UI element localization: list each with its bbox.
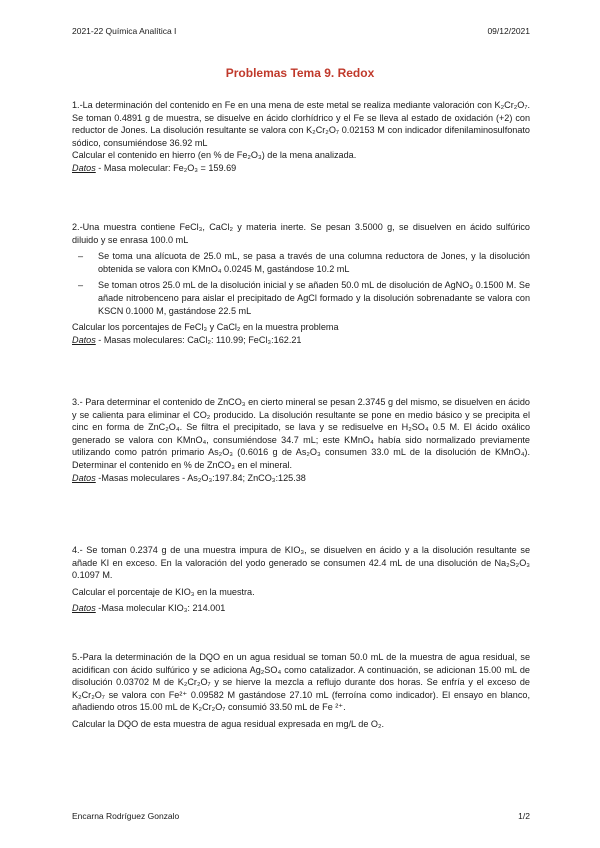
datos-label: Datos [72,472,96,483]
dash-icon: – [78,251,84,262]
problem-2-bullet-1-text: Se toma una alícuota de 25.0 mL, se pasa a través de una columna reductora de Jones, y la disolución obtenida se valora con KMnO₄ 0.0245 M, gastándose 10.2 mL [98,251,530,274]
problem-5 [72,651,530,731]
problem-3 [72,396,530,484]
problem-2-data [72,334,530,347]
datos-label: Datos [72,162,96,173]
problem-2-question: Calcular los porcentajes de FeCl₃ y CaCl₂ en la muestra problema [72,322,339,333]
header-date: 09/12/2021 [487,26,530,36]
problem-3-data-text: -Masas moleculares - As₂O₃:197.84; ZnCO₃:125.38 [95,472,306,483]
problem-2-bullet-1 [72,250,530,275]
problem-4-data [72,602,530,615]
problem-3-statement: 3.- Para determinar el contenido de ZnCO₃ en cierto mineral se pesan 2.3745 g del mismo, se disuelven en ácido y se calienta para eliminar el CO₂ producido. La disolución resultante se pone en medio básico y se precipita el cinc en forma de ZnC₂O₄. Se filtra el precipitado, se lava y se redisuelve en H₂SO₄ 0.5 M. El ácido oxálico generado se valora con KMnO₄, consumiéndose 34.7 mL; este KMnO₄ había sido normalizado previamente utilizando como patrón primario As₂O₃ (0.6016 g de As₂O₃ consumen 33.0 mL de la disolución de KMnO₄). Determinar el contenido en % de ZnCO₃ en el mineral. [72,397,530,470]
problem-3-data [72,472,530,485]
problem-2-bullet-2-text: Se toman otros 25.0 mL de la disolución inicial y se añaden 50.0 mL de disolución de AgNO₃ 0.1500 M. Se añade nitrobenceno para aislar el precipitado de AgCl formado y la disolución sobrenadante se valora con KSCN 0.1000 M, gastándose 22.5 mL [98,280,530,316]
problem-1-statement: 1.-La determinación del contenido en Fe en una mena de este metal se realiza mediante valoración con K₂Cr₂O₇. Se toman 0.4891 g de muestra, se disuelve en ácido clorhídrico y el Fe se lleva al estado de oxidación (+2) con reductor de Jones. La disolución resultante se valora con K₂Cr₂O₇ 0.02153 M con indicador difenilaminosulfonato sódico, consumiéndose 36.92 mL [72,100,530,148]
header-course: 2021-22 Química Analítica I [72,26,177,36]
problem-4-statement: 4.- Se toman 0.2374 g de una muestra impura de KIO₃, se disuelven en ácido y a la disolución resultante se añade KI en exceso. En la valoración del yodo generado se consumen 42.4 mL de una disolución de Na₂S₂O₃ 0.1097 M. [72,545,530,581]
dash-icon: – [78,280,84,291]
datos-label: Datos [72,334,96,345]
problem-1-question: Calcular el contenido en hierro (en % de Fe₂O₃) de la mena analizada. [72,150,357,161]
problem-1 [72,99,530,175]
problem-1-data-text: - Masa molecular: Fe₂O₃ = 159.69 [95,162,237,173]
page-title: Problemas Tema 9. Redox [225,66,375,80]
problem-2 [72,221,530,346]
problem-5-question: Calcular la DQO de esta muestra de agua residual expresada en mg/L de O₂. [72,718,385,729]
problem-2-data-text: - Masas moleculares: CaCl₂: 110.99; FeCl₃:162.21 [95,334,302,345]
problem-2-statement: 2.-Una muestra contiene FeCl₃, CaCl₂ y materia inerte. Se pesan 3.5000 g, se disuelven en ácido sulfúrico diluido y se enrasa 100.0 mL [72,222,530,245]
problem-1-data [72,162,530,175]
problem-4-question: Calcular el porcentaje de KIO₃ en la muestra. [72,586,255,597]
footer-page-number: 1/2 [518,811,530,821]
footer-author: Encarna Rodríguez Gonzalo [72,811,180,821]
problem-4 [72,544,530,615]
problem-2-bullet-2 [72,279,530,317]
problem-4-data-text: -Masa molecular KIO₃: 214.001 [95,603,226,614]
problem-5-statement: 5.-Para la determinación de la DQO en un agua residual se toman 50.0 mL de la muestra de agua residual, se acidifican con ácido sulfúrico y se adiciona Ag₂SO₄ como catalizador. A continuación, se adicionan 15.00 mL de disolución 0.03702 M de K₂Cr₂O₇ y se hierve la mezcla a reflujo durante dos horas. Se enfría y el exceso de K₂Cr₂O₇ se valora con Fe²⁺ 0.09582 M gastándose 27.10 mL (ferroína como indicador). El ensayo en blanco, añadiendo otros 15.00 mL de K₂Cr₂O₇ consumió 33.50 mL de Fe ²⁺. [72,652,530,713]
datos-label: Datos [72,603,96,614]
